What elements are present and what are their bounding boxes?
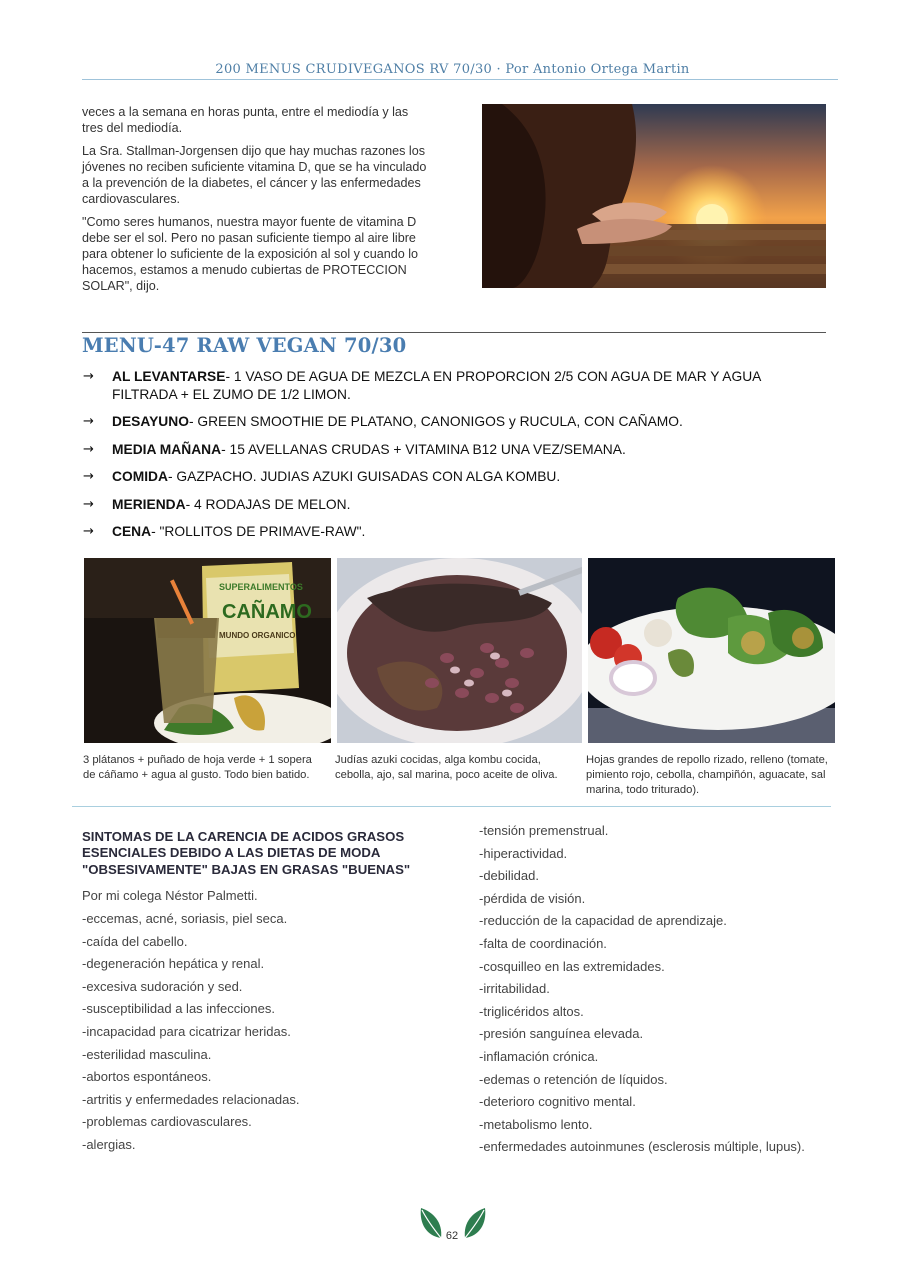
arrow-icon: → bbox=[83, 469, 94, 484]
photo-caption: 3 plátanos + puñado de hoja verde + 1 sopera de cáñamo + agua al gusto. Todo bien batido. bbox=[83, 754, 312, 781]
azuki-beans-photo bbox=[337, 558, 582, 743]
list-item: -enfermedades autoinmunes (esclerosis múltiple, lupus). bbox=[479, 1139, 805, 1155]
intro-paragraph: La Sra. Stallman-Jorgensen dijo que hay muchas razones los jóvenes no reciben suficiente vitamina D, que se ha vinculado a la prevención de la diabetes, el cáncer y las enfermedades cardiovasculares. bbox=[82, 144, 427, 206]
package-label: CAÑAMO bbox=[222, 601, 312, 623]
menu-item bbox=[82, 413, 822, 431]
list-item: -debilidad. bbox=[479, 868, 539, 884]
section-divider bbox=[72, 806, 831, 807]
menu-item bbox=[82, 441, 822, 459]
list-item: -eccemas, acné, soriasis, piel seca. bbox=[82, 911, 288, 926]
symptoms-list-right bbox=[479, 822, 859, 1161]
photo-caption: Hojas grandes de repollo rizado, relleno (tomate, pimiento rojo, cebolla, champiñón, aguacate, sal marina, todo triturado). bbox=[586, 754, 828, 796]
list-item: -incapacidad para cicatrizar heridas. bbox=[82, 1023, 291, 1039]
list-item: -presión sanguínea elevada. bbox=[479, 1026, 644, 1042]
photo-caption: Judías azuki cocidas, alga kombu cocida, cebolla, ajo, sal marina, poco aceite de oliva. bbox=[335, 754, 558, 781]
list-item: -metabolismo lento. bbox=[479, 1116, 593, 1132]
menu-item-text: - "ROLLITOS DE PRIMAVE-RAW". bbox=[151, 524, 366, 539]
list-item: -excesiva sudoración y sed. bbox=[82, 978, 243, 994]
menu-item-text: - 15 AVELLANAS CRUDAS + VITAMINA B12 UNA VEZ/SEMANA. bbox=[221, 441, 626, 457]
menu-divider bbox=[82, 332, 826, 333]
arrow-icon: → bbox=[83, 369, 94, 384]
menu-item bbox=[82, 496, 822, 514]
symptoms-list-left bbox=[82, 910, 442, 1159]
menu-item-key: CENA bbox=[112, 524, 152, 539]
menu-item bbox=[82, 368, 822, 403]
symptoms-heading: SINTOMAS DE LA CARENCIA DE ACIDOS GRASOS ESENCIALES DEBIDO A LAS DIETAS DE MODA "OBSESIVAMENTE" BAJAS EN GRASAS "BUENAS" bbox=[82, 829, 411, 877]
header-divider bbox=[82, 79, 838, 80]
list-item: -hiperactividad. bbox=[479, 845, 568, 861]
menu-list bbox=[82, 368, 822, 551]
arrow-icon: → bbox=[83, 441, 94, 457]
list-item: -caída del cabello. bbox=[82, 933, 188, 949]
intro-text bbox=[82, 104, 427, 301]
package-label: SUPERALIMENTOS bbox=[219, 582, 303, 592]
package-label: MUNDO ORGANICO bbox=[219, 631, 296, 640]
menu-title: MENU-47 RAW VEGAN 70/30 bbox=[82, 334, 407, 357]
menu-item-key: AL LEVANTARSE bbox=[112, 369, 226, 384]
menu-item-text: - GREEN SMOOTHIE DE PLATANO, CANONIGOS y RUCULA, CON CAÑAMO. bbox=[188, 414, 683, 429]
list-item: -edemas o retención de líquidos. bbox=[479, 1071, 668, 1087]
page-number: 62 bbox=[445, 1230, 459, 1242]
list-item: -degeneración hepática y renal. bbox=[82, 956, 265, 972]
arrow-icon: → bbox=[83, 496, 94, 512]
list-item: -reducción de la capacidad de aprendizaje. bbox=[479, 913, 727, 929]
list-item: -abortos espontáneos. bbox=[82, 1069, 212, 1085]
smoothie-photo bbox=[84, 558, 331, 743]
menu-item-key: DESAYUNO bbox=[112, 414, 189, 429]
menu-item-key: COMIDA bbox=[112, 469, 168, 484]
menu-item-key: MERIENDA bbox=[112, 496, 186, 512]
list-item: -problemas cardiovasculares. bbox=[82, 1114, 252, 1130]
list-item: -susceptibilidad a las infecciones. bbox=[82, 1001, 275, 1017]
menu-item-key: MEDIA MAÑANA bbox=[112, 441, 222, 457]
list-item: -inflamación crónica. bbox=[479, 1048, 599, 1064]
list-item: -cosquilleo en las extremidades. bbox=[479, 958, 665, 974]
intro-paragraph: veces a la semana en horas punta, entre el mediodía y las tres del mediodía. bbox=[82, 105, 409, 135]
list-item: -irritabilidad. bbox=[479, 981, 550, 997]
list-item: -esterilidad masculina. bbox=[82, 1046, 212, 1062]
cabbage-rolls-photo bbox=[588, 558, 835, 743]
list-item: -alergias. bbox=[82, 1136, 136, 1152]
list-item: -tensión premenstrual. bbox=[479, 823, 609, 838]
menu-item bbox=[82, 523, 822, 541]
menu-item-text: - 1 VASO DE AGUA DE MEZCLA EN PROPORCION 2/5 CON AGUA DE MAR Y AGUA FILTRADA + EL ZUMO DE 1/2 LIMON. bbox=[112, 369, 761, 402]
symptoms-author: Por mi colega Néstor Palmetti. bbox=[82, 888, 258, 903]
menu-item bbox=[82, 468, 822, 486]
menu-item-text: - GAZPACHO. JUDIAS AZUKI GUISADAS CON ALGA KOMBU. bbox=[167, 469, 561, 484]
list-item: -artritis y enfermedades relacionadas. bbox=[82, 1091, 300, 1107]
sunset-photo bbox=[482, 104, 826, 288]
intro-paragraph: "Como seres humanos, nuestra mayor fuente de vitamina D debe ser el sol. Pero no pasan suficiente tiempo al aire libre para obtener lo suficiente de la exposición al sol y cuando lo hacemos, estamos a menudo cubiertas de PROTECCION SOLAR", dijo. bbox=[82, 215, 419, 293]
arrow-icon: → bbox=[83, 414, 94, 429]
list-item: -falta de coordinación. bbox=[479, 935, 607, 951]
menu-item-text: - 4 RODAJAS DE MELON. bbox=[185, 496, 351, 512]
list-item: -deterioro cognitivo mental. bbox=[479, 1094, 636, 1110]
arrow-icon: → bbox=[83, 524, 94, 539]
list-item: -pérdida de visión. bbox=[479, 890, 586, 906]
header-title: 200 MENUS CRUDIVEGANOS RV 70/30 · Por Antonio Ortega Martin bbox=[215, 62, 690, 77]
list-item: -triglicéridos altos. bbox=[479, 1003, 584, 1019]
